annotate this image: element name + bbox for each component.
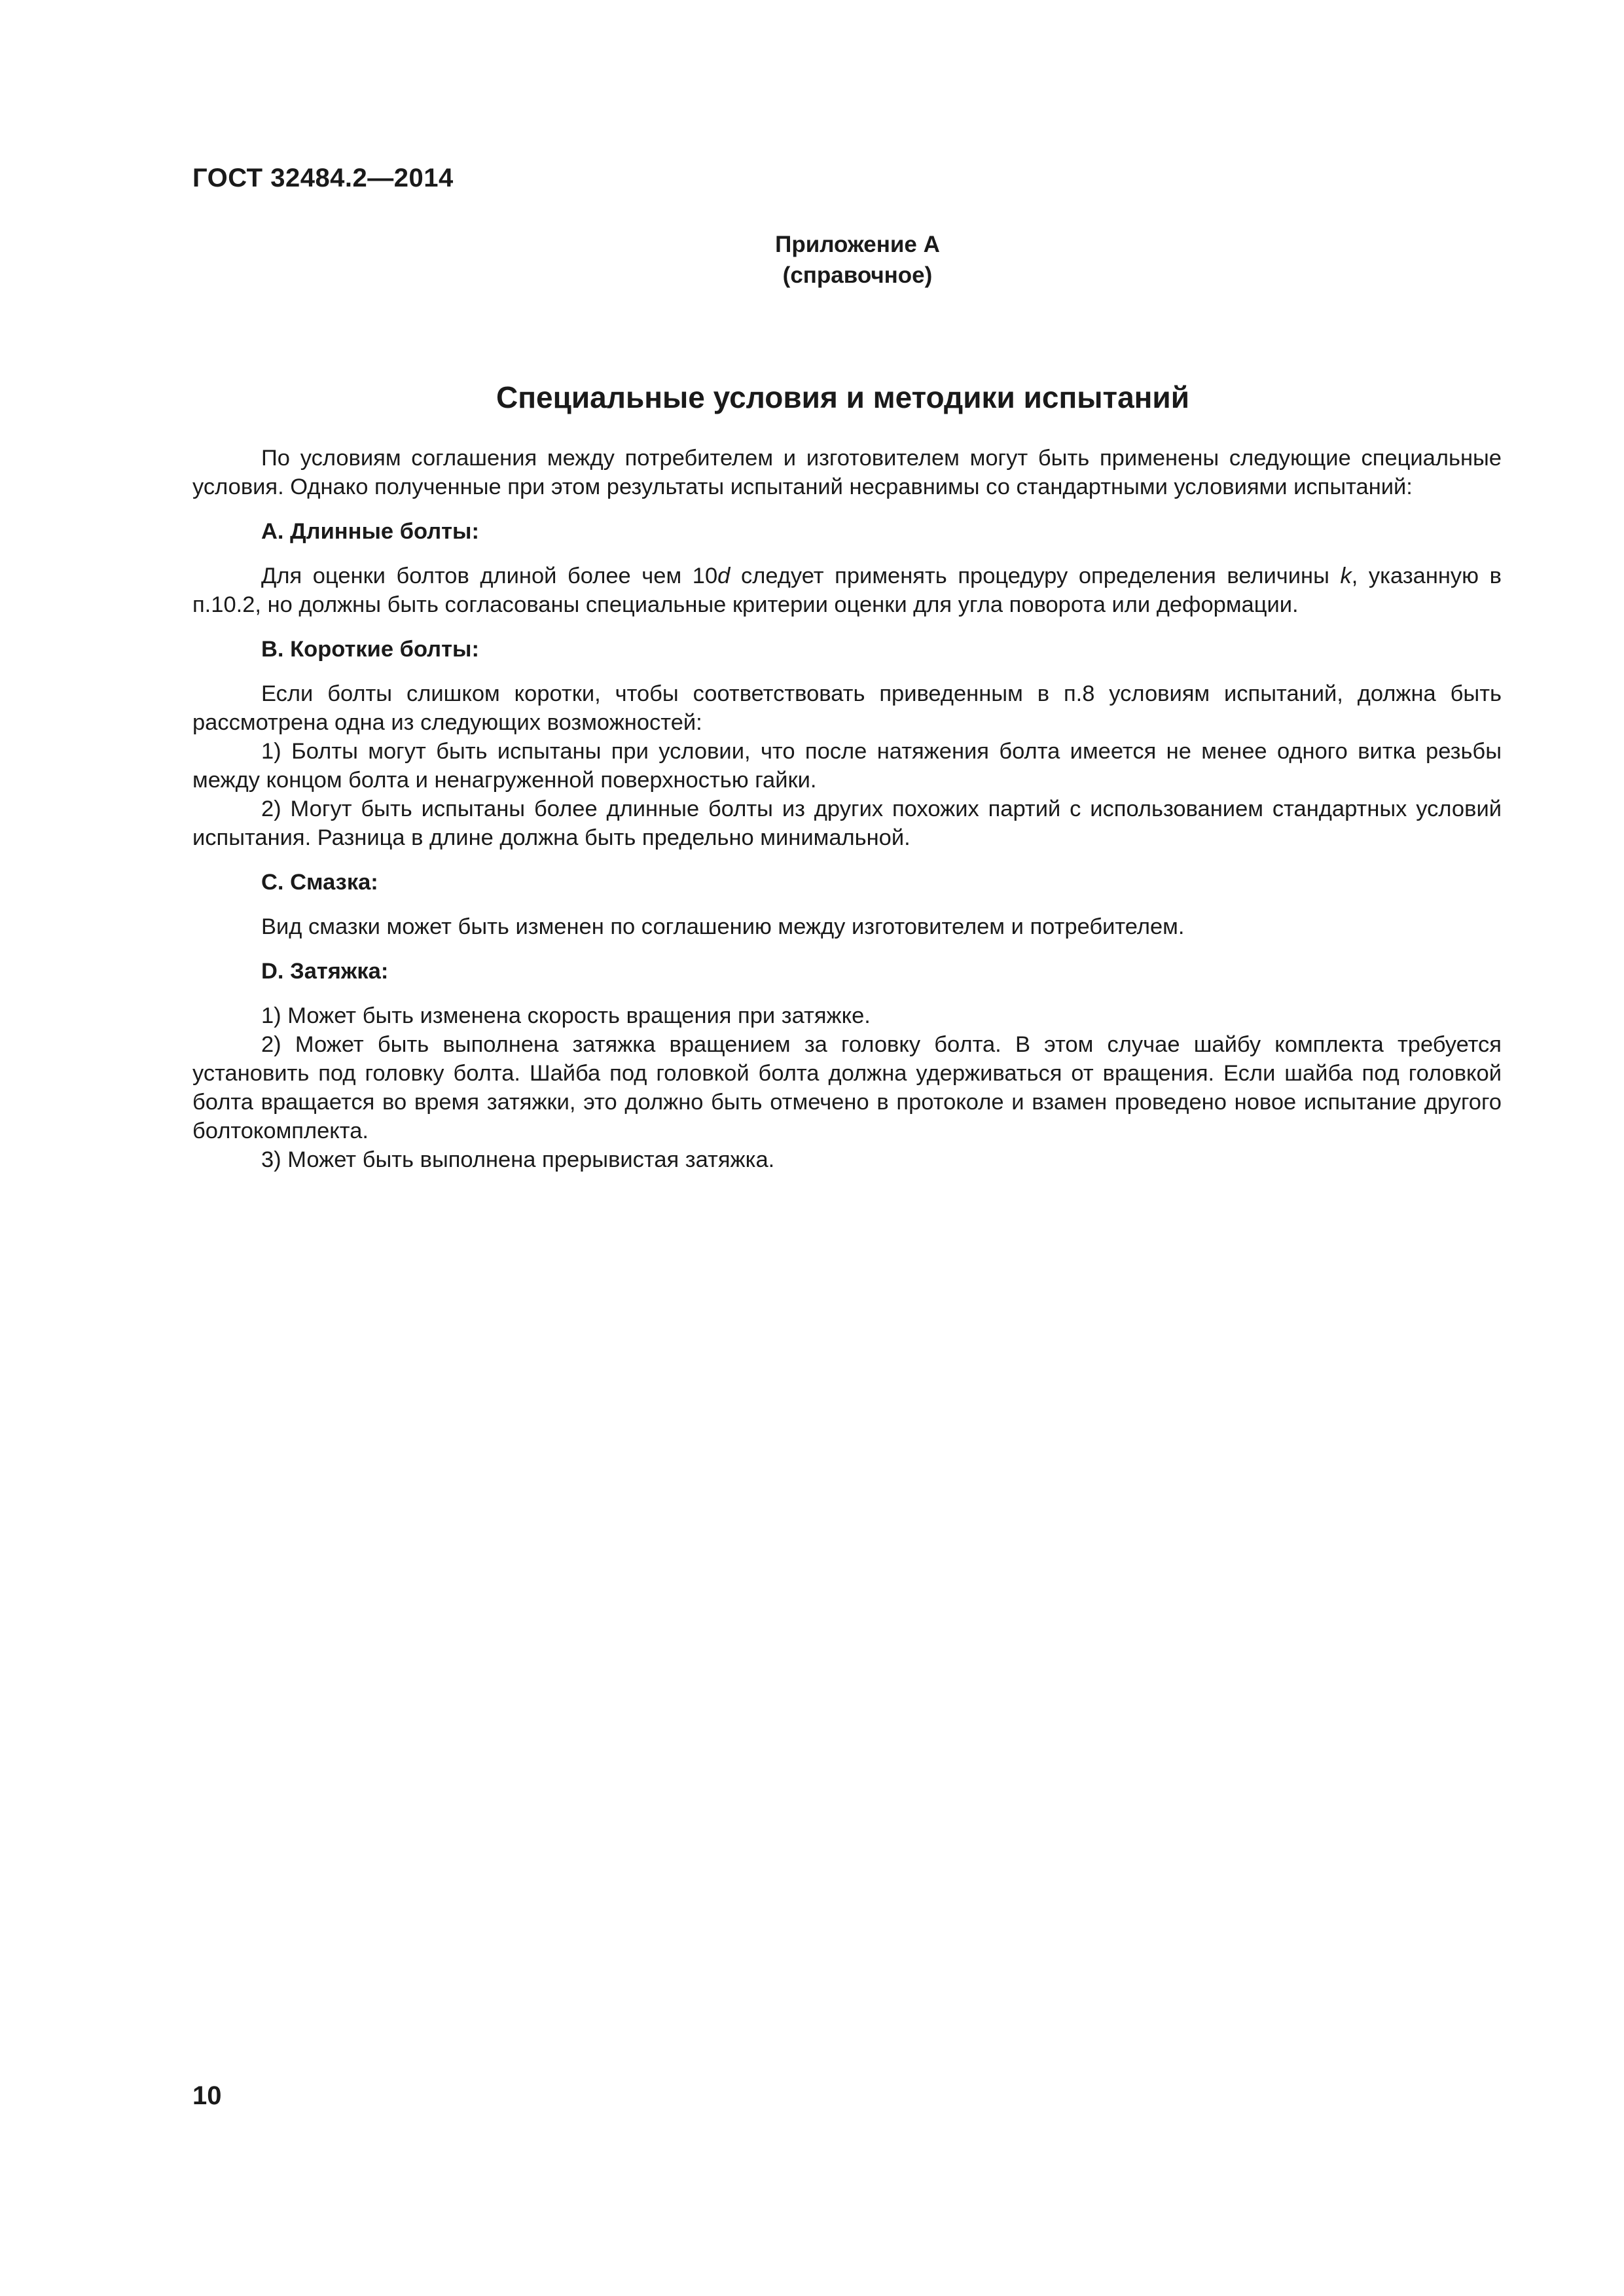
- section-c-heading: С. Смазка:: [261, 870, 378, 895]
- page-number: 10: [192, 2081, 222, 2110]
- section-b-heading: В. Короткие болты:: [261, 637, 479, 662]
- section-b-paragraph-2: 1) Болты могут быть испытаны при условии, что после натяжения болта имеется не менее одного витка резьбы между концом болта и ненагруженной поверхностью гайки.: [192, 739, 1502, 793]
- variable-d: d: [717, 564, 731, 588]
- appendix-title: Приложение А: [775, 232, 940, 257]
- section-a-text-1: Для оценки болтов длиной более чем 10: [261, 564, 718, 588]
- section-a-text-3: , указанную в п.10.2, но должны быть согласованы специальные критерии оценки для угла поворота или деформации.: [192, 564, 1502, 617]
- variable-k: k: [1340, 564, 1352, 588]
- section-b-paragraph-1: Если болты слишком коротки, чтобы соответствовать приведенным в п.8 условиям испытаний, должна быть рассмотрена одна из следующих возможностей:: [192, 681, 1502, 735]
- intro-paragraph: По условиям соглашения между потребителем и изготовителем могут быть применены следующие специальные условия. Однако полученные при этом результаты испытаний несравнимы со стандартными условиями испытаний:: [192, 446, 1502, 499]
- section-a-text-2: следует применять процедуру определения величины: [730, 564, 1341, 588]
- section-c-paragraph: Вид смазки может быть изменен по соглашению между изготовителем и потребителем.: [261, 914, 1185, 939]
- document-body: [192, 444, 1502, 1174]
- appendix-kind: (справочное): [782, 262, 933, 288]
- section-d-paragraph-2: 2) Может быть выполнена затяжка вращением за головку болта. В этом случае шайбу комплекта требуется установить под головку болта. Шайба под головкой болта должна удерживаться от вращения. Если шайба под головкой болта вращается во время затяжки, это должно быть отмечено в протоколе и взамен проведено новое испытание другого болтокомплекта.: [192, 1032, 1502, 1143]
- section-a-paragraph: [192, 562, 1502, 619]
- section-a-heading: А. Длинные болты:: [261, 519, 479, 544]
- appendix-label: [674, 229, 1041, 291]
- section-d-paragraph-1: 1) Может быть изменена скорость вращения при затяжке.: [261, 1003, 871, 1028]
- main-title: Специальные условия и методики испытаний: [496, 380, 1189, 414]
- section-d-paragraph-3: 3) Может быть выполнена прерывистая затяжка.: [261, 1147, 775, 1172]
- section-b-paragraph-3: 2) Могут быть испытаны более длинные болты из других похожих партий с использованием стандартных условий испытания. Разница в длине должна быть предельно минимальной.: [192, 797, 1502, 850]
- section-d-heading: D. Затяжка:: [261, 959, 389, 984]
- document-code: ГОСТ 32484.2—2014: [192, 164, 454, 192]
